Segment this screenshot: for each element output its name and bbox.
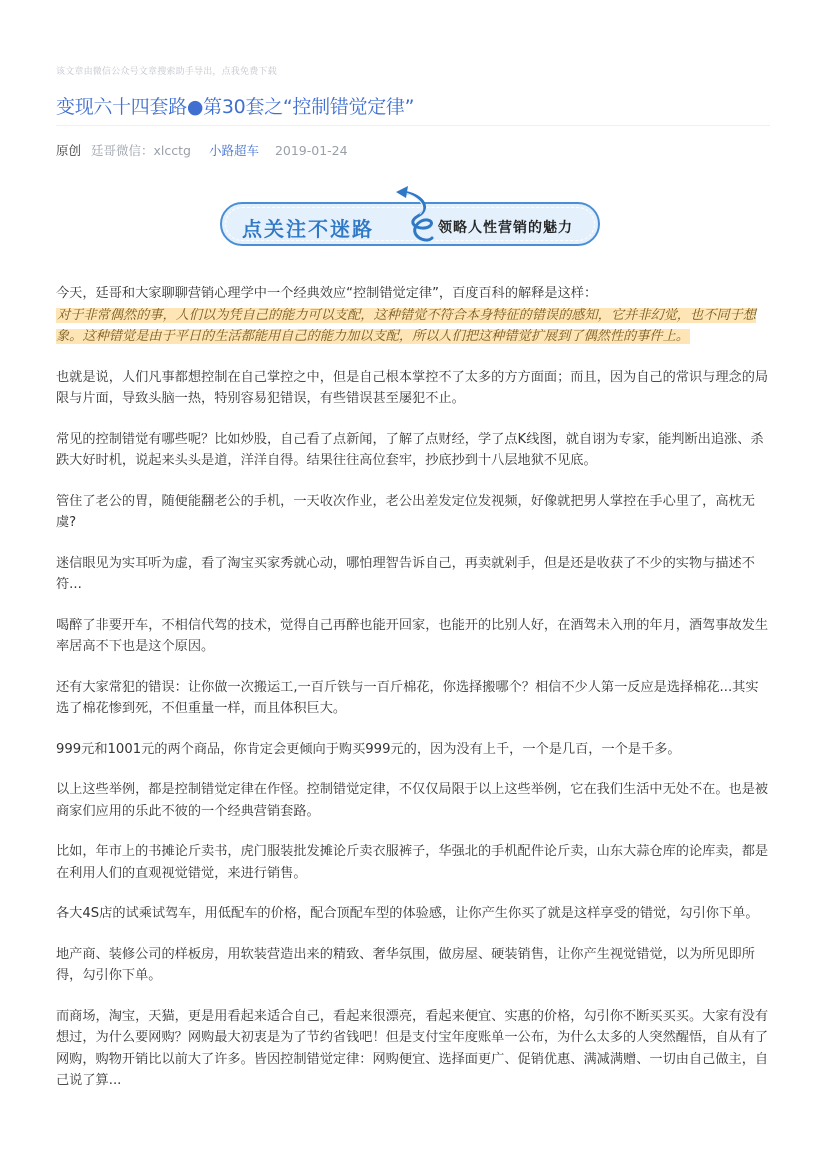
intro-paragraph [56, 283, 770, 348]
banner-slogan: 领略人性营销的魅力 [438, 220, 573, 236]
export-watermark-link[interactable]: 该文章由微信公众号文章搜索助手导出，点我免费下载 [56, 67, 277, 77]
article-meta [56, 141, 348, 159]
paragraph: 地产商、装修公司的样板房，用软装营造出来的精致、奢华氛围，做房屋、硬装销售，让你产生视觉错觉，以为所见即所得，勾引你下单。 [56, 946, 755, 983]
intro-text: 今天，廷哥和大家聊聊营销心理学中一个经典效应“控制错觉定律”，百度百科的解释是这样： [56, 286, 598, 301]
paragraph: 比如，年市上的书摊论斤卖书，虎门服装批发摊论斤卖衣服裤子，华强北的手机配件论斤卖，山东大蒜仓库的论库卖，都是在利用人们的直观视觉错觉，来进行销售。 [56, 844, 769, 881]
title-divider [56, 125, 770, 126]
paragraph: 管住了老公的胃，随便能翻老公的手机，一天收次作业，老公出差发定位发视频，好像就把男人掌控在手心里了，高枕无虞? [56, 493, 755, 530]
paragraph: 迷信眼见为实耳听为虚，看了淘宝买家秀就心动，哪怕理智告诉自己，再卖就剁手，但是还是收获了不少的实物与描述不符... [56, 555, 755, 592]
banner-follow-text: 点关注不迷路 [242, 217, 374, 241]
paragraph: 各大4S店的试乘试驾车，用低配车的价格，配合顶配车型的体验感，让你产生你买了就是这样享受的错觉，勾引你下单。 [56, 906, 759, 921]
follow-banner [220, 186, 604, 256]
paragraph: 999元和1001元的两个商品，你肯定会更倾向于购买999元的，因为没有上千，一个是几百，一个是千多。 [56, 741, 681, 757]
article-body [56, 283, 770, 1111]
paragraph: 喝醉了非要开车，不相信代驾的技术，觉得自己再醉也能开回家，也能开的比别人好，在酒驾未入刑的年月，酒驾事故发生率居高不下也是这个原因。 [56, 617, 769, 654]
highlighted-quote: 对于非常偶然的事，人们以为凭自己的能力可以支配，这种错觉不符合本身特征的错误的感知，它并非幻觉，也不同于想象。这种错觉是由于平日的生活都能用自己的能力加以支配，所以人们把这种错觉扩展到了偶然性的事件上。 [56, 307, 756, 344]
paragraph: 以上这些举例，都是控制错觉定律在作怪。控制错觉定律，不仅仅局限于以上这些举例，它在我们生活中无处不在。也是被商家们应用的乐此不彼的一个经典营销套路。 [56, 782, 769, 819]
author-name: 廷哥微信：xlcctg [91, 143, 191, 158]
swirl-arrow-icon [392, 186, 442, 252]
account-link[interactable]: 小路超车 [208, 143, 259, 158]
paragraph: 常见的控制错觉有哪些呢？比如炒股，自己看了点新闻，了解了点财经，学了点K线图，就自诩为专家，能判断出追涨、杀跌大好时机，说起来头头是道，洋洋自得。结果往往高位套牢，抄底抄到十八层地狱不见底。 [56, 431, 764, 468]
publish-date: 2019-01-24 [274, 143, 348, 158]
paragraph: 也就是说，人们凡事都想控制在自己掌控之中，但是自己根本掌控不了太多的方方面面；而且，因为自己的常识与理念的局限与片面，导致头脑一热，特别容易犯错误，有些错误甚至屡犯不止。 [56, 369, 769, 406]
paragraph: 而商场，淘宝，天猫，更是用看起来适合自己，看起来很漂亮，看起来便宜、实惠的价格，勾引你不断买买买。大家有没有想过，为什么要网购？网购最大初衷是为了节约省钱吧！但是支付宝年度账单一公布，为什么太多的人突然醒悟，自从有了网购，购物开销比以前大了许多。皆因控制错觉定律：网购便宜、选择面更广、促销优惠、满减满赠、一切由自己做主，自己说了算... [56, 1008, 769, 1088]
article-title: 变现六十四套路●第30套之“控制错觉定律” [56, 96, 415, 118]
original-tag: 原创 [56, 143, 82, 158]
paragraph: 还有大家常犯的错误：让你做一次搬运工,一百斤铁与一百斤棉花，你选择搬哪个？相信不少人第一反应是选择棉花...其实选了棉花惨到死，不但重量一样，而且体积巨大。 [56, 679, 759, 716]
